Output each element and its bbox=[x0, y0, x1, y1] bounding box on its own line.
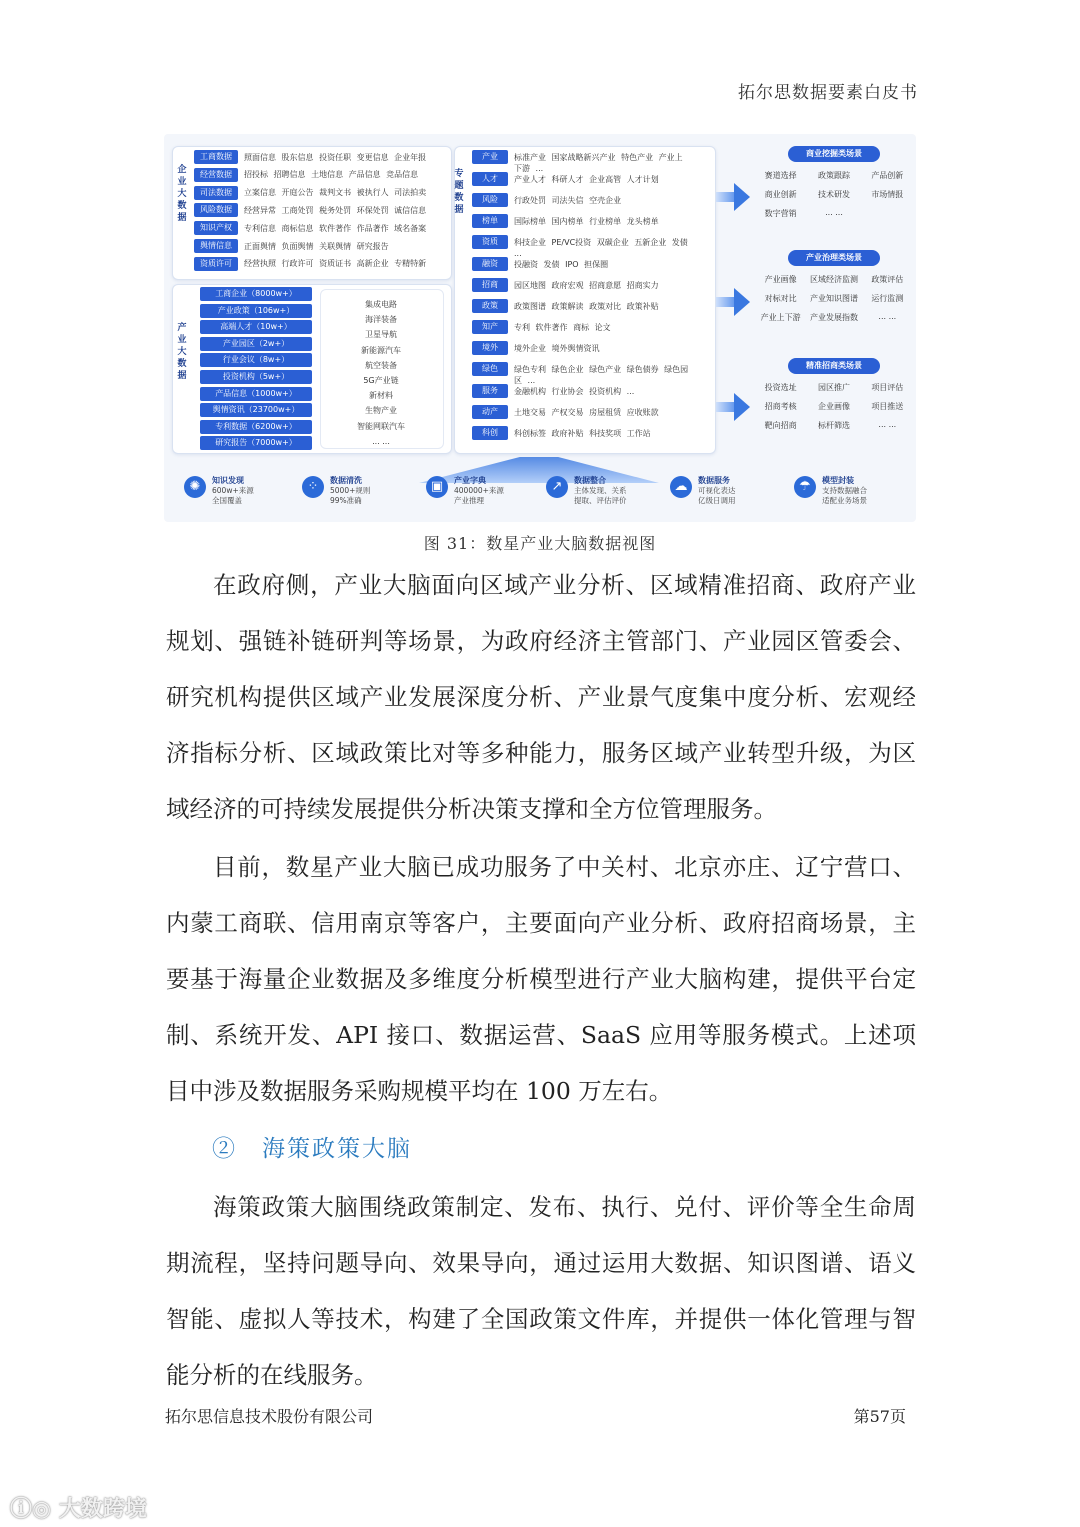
scene-item: 政策评估 bbox=[871, 275, 904, 284]
scene-item bbox=[861, 208, 914, 219]
feature-name: 知识发现 bbox=[212, 476, 244, 485]
topic-tag: 产业 bbox=[472, 150, 508, 164]
topic-row bbox=[472, 278, 659, 292]
feature-detail: 亿级日调用 bbox=[698, 496, 736, 505]
footer-company: 拓尔思信息技术股份有限公司 bbox=[165, 1407, 374, 1426]
topic-items: 土地交易 产权交易 房屋租赁 应收账款 bbox=[514, 407, 659, 417]
feature-detail: 支持数据融合 bbox=[822, 486, 867, 495]
scene-item: 产业发展指数 bbox=[809, 313, 858, 322]
arrow-right-icon bbox=[734, 393, 750, 421]
feature-detail: 主体发现、关系 bbox=[574, 486, 627, 495]
feature-item bbox=[184, 476, 254, 516]
feature-detail: 产业推理 bbox=[454, 496, 484, 505]
topic-items: 科技企业 PE/VC投资 双碳企业 五新企业 发债 bbox=[514, 237, 688, 247]
scene-title: 商业挖掘类场景 bbox=[788, 146, 880, 162]
enterprise-tag: 资质许可 bbox=[194, 257, 238, 271]
enterprise-row bbox=[194, 150, 426, 164]
enterprise-tag: 工商数据 bbox=[194, 150, 238, 164]
feature-text bbox=[698, 476, 736, 506]
topic-row bbox=[472, 299, 659, 313]
scene-items bbox=[754, 170, 914, 219]
topic-tag: 招商 bbox=[472, 278, 508, 292]
industry-chain-item: 智能网联汽车 bbox=[357, 421, 405, 431]
industry-data-bar: 舆情资讯（23700w+） bbox=[200, 403, 312, 417]
scene-item: 园区推广 bbox=[817, 383, 850, 392]
feature-text bbox=[822, 476, 867, 506]
enterprise-items: 经营异常 工商处罚 税务处罚 环保处罚 诚信信息 bbox=[244, 205, 427, 215]
topic-items: 国际榜单 国内榜单 行业榜单 龙头榜单 bbox=[514, 216, 659, 226]
topic-tag: 风险 bbox=[472, 193, 508, 207]
feature-name: 数据服务 bbox=[698, 476, 730, 485]
feature-item bbox=[794, 476, 867, 516]
scene-item: 技术研发 bbox=[817, 190, 850, 199]
enterprise-items: 正面舆情 负面舆情 关联舆情 研究报告 bbox=[244, 241, 389, 251]
topic-row bbox=[472, 214, 659, 228]
scene-item: 赛道选择 bbox=[764, 171, 797, 180]
scene-title: 产业治理类场景 bbox=[788, 250, 880, 266]
scene-section bbox=[754, 358, 914, 431]
topic-tag: 融资 bbox=[472, 257, 508, 271]
topic-items: 科创标签 政府补贴 科技奖项 工作站 bbox=[514, 428, 651, 438]
feature-text bbox=[212, 476, 254, 506]
feature-detail: 600w+来源 bbox=[212, 486, 254, 495]
scene-items bbox=[754, 382, 914, 431]
industry-data-label: 产业大数据 bbox=[177, 323, 187, 381]
feature-icon: ☂ bbox=[794, 476, 816, 498]
feature-name: 模型封装 bbox=[822, 476, 854, 485]
industry-chain-item: 生物产业 bbox=[365, 406, 397, 416]
topic-data-label: 专题数据 bbox=[454, 169, 464, 215]
industry-data-bar: 行业会议（8w+） bbox=[200, 353, 312, 367]
scene-item: 靶向招商 bbox=[764, 421, 797, 430]
topic-tag: 人才 bbox=[472, 172, 508, 186]
feature-icon: ☁ bbox=[670, 476, 692, 498]
paragraph-government: 在政府侧，产业大脑面向区域产业分析、区域精准招商、政府产业规划、强链补链研判等场景，为政府经济主管部门、产业园区管委会、研究机构提供区域产业发展深度分析、产业景气度集中度分析、宏观经济指标分析、区域政策比对等多种能力，服务区域产业转型升级，为区域经济的可持续发展提供分析决策支撑和全方位管理服务。 bbox=[166, 571, 916, 823]
topic-tag: 绿色 bbox=[472, 362, 508, 376]
topic-row bbox=[472, 172, 659, 186]
enterprise-items: 专利信息 商标信息 软件著作 作品著作 域名备案 bbox=[244, 223, 427, 233]
industry-data-bar: 产品信息（1000w+） bbox=[200, 387, 312, 401]
industry-chain-item: 卫星导航 bbox=[365, 330, 397, 340]
topic-tag: 资质 bbox=[472, 235, 508, 249]
feature-detail: 可视化表达 bbox=[698, 486, 736, 495]
scene-item: 区域经济监测 bbox=[809, 275, 858, 284]
feature-text bbox=[574, 476, 627, 506]
industry-chain-item: 5G产业链 bbox=[363, 376, 399, 386]
figure-caption: 图 31：数星产业大脑数据视图 bbox=[423, 534, 657, 553]
feature-detail: 适配业务场景 bbox=[822, 496, 867, 505]
enterprise-row bbox=[194, 186, 426, 200]
data-view-figure bbox=[164, 134, 916, 522]
feature-detail: 5000+规则 bbox=[330, 486, 371, 495]
feature-item bbox=[426, 476, 504, 516]
enterprise-row bbox=[194, 221, 426, 235]
enterprise-tag: 舆情信息 bbox=[194, 239, 238, 253]
industry-chain-list bbox=[320, 297, 442, 449]
topic-items: 政策图谱 政策解读 政策对比 政策补贴 bbox=[514, 301, 659, 311]
feature-icon: ⁘ bbox=[302, 476, 324, 498]
scene-item: 对标对比 bbox=[764, 294, 797, 303]
scene-item: 项目推送 bbox=[871, 402, 904, 411]
topic-tag: 政策 bbox=[472, 299, 508, 313]
topic-tag: 服务 bbox=[472, 384, 508, 398]
scene-item: 产业上下游 bbox=[760, 313, 801, 322]
section-heading: ② 海策政策大脑 bbox=[212, 1136, 412, 1162]
paragraph-clients: 目前，数星产业大脑已成功服务了中关村、北京亦庄、辽宁营口、内蒙工商联、信用南京等客户，主要面向产业分析、政府招商场景，主要基于海量企业数据及多维度分析模型进行产业大脑构建，提供平台定制、系统开发、API 接口、数据运营、SaaS 应用等服务模式。上述项目中涉及数据服务采购规模平均在 100 万左右。 bbox=[166, 853, 916, 1105]
scene-item: ... ... bbox=[878, 312, 897, 321]
industry-data-bar: 产业园区（2w+） bbox=[200, 337, 312, 351]
topic-items: 专利 软件著作 商标 论文 bbox=[514, 322, 611, 332]
topic-tag: 境外 bbox=[472, 341, 508, 355]
enterprise-row bbox=[194, 257, 426, 271]
arrow-shaft-3 bbox=[716, 402, 736, 412]
feature-text bbox=[454, 476, 504, 506]
paragraph-policy-brain: 海策政策大脑围绕政策制定、发布、执行、兑付、评价等全生命周期流程，坚持问题导向、效果导向，通过运用大数据、知识图谱、语义智能、虚拟人等技术，构建了全国政策文件库，并提供一体化管理与智能分析的在线服务。 bbox=[166, 1193, 916, 1389]
scene-item: 政策跟踪 bbox=[817, 171, 850, 180]
industry-data-bar: 投资机构（5w+） bbox=[200, 370, 312, 384]
feature-detail: 提取、评估评价 bbox=[574, 496, 627, 505]
scene-item: 运行监测 bbox=[871, 294, 904, 303]
topic-items: 境外企业 境外舆情资讯 bbox=[514, 343, 600, 353]
topic-row bbox=[472, 257, 608, 271]
arrow-shaft-2 bbox=[716, 297, 736, 307]
scene-item: 商业创新 bbox=[764, 190, 797, 199]
feature-name: 数据清洗 bbox=[330, 476, 362, 485]
enterprise-items: 招投标 招聘信息 土地信息 产品信息 竞品信息 bbox=[244, 170, 419, 180]
industry-chain-item: ... ... bbox=[372, 436, 390, 446]
topic-tag: 知产 bbox=[472, 320, 508, 334]
scene-item: 产业画像 bbox=[764, 275, 797, 284]
feature-detail: 99%准确 bbox=[330, 496, 362, 505]
scene-items bbox=[754, 274, 914, 323]
feature-name: 数据整合 bbox=[574, 476, 606, 485]
topic-tag: 科创 bbox=[472, 426, 508, 440]
topic-row bbox=[472, 405, 659, 419]
scene-section bbox=[754, 146, 914, 219]
enterprise-tag: 知识产权 bbox=[194, 221, 238, 235]
topic-row bbox=[472, 384, 634, 398]
scene-item: 企业画像 bbox=[817, 402, 850, 411]
scene-item: 项目评估 bbox=[871, 383, 904, 392]
topic-row bbox=[472, 426, 651, 440]
industry-chain-item: 海洋装备 bbox=[365, 315, 397, 325]
watermark: ⓘ◎ 大数跨境 bbox=[10, 1497, 147, 1522]
scene-item: 数字营销 bbox=[764, 209, 797, 218]
header-title: 拓尔思数据要素白皮书 bbox=[738, 83, 918, 103]
footer-page-number: 第57页 bbox=[853, 1407, 906, 1426]
feature-icon: ↗ bbox=[546, 476, 568, 498]
feature-icon: ✺ bbox=[184, 476, 206, 498]
scene-item: 投资选址 bbox=[764, 383, 797, 392]
industry-data-bar: 产业政策（106w+） bbox=[200, 304, 312, 318]
scene-item: 市场情报 bbox=[871, 190, 904, 199]
feature-item bbox=[546, 476, 627, 516]
topic-items: 绿色专利 绿色企业 绿色产业 绿色债券 绿色园 bbox=[514, 364, 689, 374]
industry-chain-item: 航空装备 bbox=[365, 360, 397, 370]
industry-data-bar: 高端人才（10w+） bbox=[200, 320, 312, 334]
scene-item: 产业知识图谱 bbox=[809, 294, 858, 303]
topic-items: 区 ... bbox=[514, 375, 536, 385]
industry-data-bar: 工商企业（8000w+） bbox=[200, 287, 312, 301]
topic-items: ... bbox=[514, 248, 522, 258]
arrow-right-icon bbox=[734, 288, 750, 316]
industry-data-bar: 专利数据（6200w+） bbox=[200, 420, 312, 434]
topic-items: 标准产业 国家战略新兴产业 特色产业 产业上 bbox=[514, 152, 683, 162]
industry-chain-item: 新材料 bbox=[369, 391, 393, 401]
feature-detail: 全国覆盖 bbox=[212, 496, 242, 505]
feature-name: 产业字典 bbox=[454, 476, 486, 485]
enterprise-items: 经营执照 行政许可 资质证书 高新企业 专精特新 bbox=[244, 259, 427, 269]
topic-items: 投融资 发债 IPO 担保圈 bbox=[514, 259, 609, 269]
topic-tag: 动产 bbox=[472, 405, 508, 419]
enterprise-items: 立案信息 开庭公告 裁判文书 被执行人 司法拍卖 bbox=[244, 188, 427, 198]
industry-chain-item: 新能源汽车 bbox=[361, 345, 401, 355]
topic-row bbox=[472, 341, 600, 355]
topic-row bbox=[472, 320, 611, 334]
enterprise-row bbox=[194, 203, 426, 217]
enterprise-row bbox=[194, 239, 389, 253]
scene-item: 招商考核 bbox=[764, 402, 797, 411]
topic-items: 下游 ... bbox=[514, 163, 544, 173]
topic-items: 产业人才 科研人才 企业高管 人才计划 bbox=[514, 174, 659, 184]
topic-row bbox=[472, 193, 621, 207]
watermark-icon: ⓘ◎ bbox=[10, 1497, 59, 1522]
enterprise-tag: 司法数据 bbox=[194, 186, 238, 200]
enterprise-row bbox=[194, 168, 418, 182]
enterprise-tag: 经营数据 bbox=[194, 168, 238, 182]
topic-tag: 榜单 bbox=[472, 214, 508, 228]
industry-data-bar: 研究报告（7000w+） bbox=[200, 436, 312, 450]
scene-item: 产品创新 bbox=[871, 171, 904, 180]
scene-item: ... ... bbox=[878, 420, 897, 429]
industry-chain-item: 集成电路 bbox=[365, 300, 397, 309]
feature-icon: ▣ bbox=[426, 476, 448, 498]
feature-detail: 400000+来源 bbox=[454, 486, 504, 495]
scene-section bbox=[754, 250, 914, 323]
feature-item bbox=[670, 476, 736, 516]
enterprise-tag: 风险数据 bbox=[194, 203, 238, 217]
enterprise-items: 照面信息 股东信息 投资任职 变更信息 企业年报 bbox=[244, 152, 427, 162]
arrow-right-icon bbox=[734, 183, 750, 211]
topic-items: 行政处罚 司法失信 空壳企业 bbox=[514, 195, 622, 205]
enterprise-data-label: 企业大数据 bbox=[177, 165, 187, 223]
topic-items: 金融机构 行业协会 投资机构 ... bbox=[514, 386, 635, 396]
scene-item: ... ... bbox=[825, 208, 843, 217]
feature-text bbox=[330, 476, 370, 506]
feature-item bbox=[302, 476, 370, 516]
scene-title: 精准招商类场景 bbox=[788, 358, 880, 374]
arrow-shaft-1 bbox=[716, 192, 736, 202]
scene-item: 标杆筛选 bbox=[817, 421, 850, 430]
topic-items: 园区地图 政府宏观 招商意愿 招商实力 bbox=[514, 280, 659, 290]
